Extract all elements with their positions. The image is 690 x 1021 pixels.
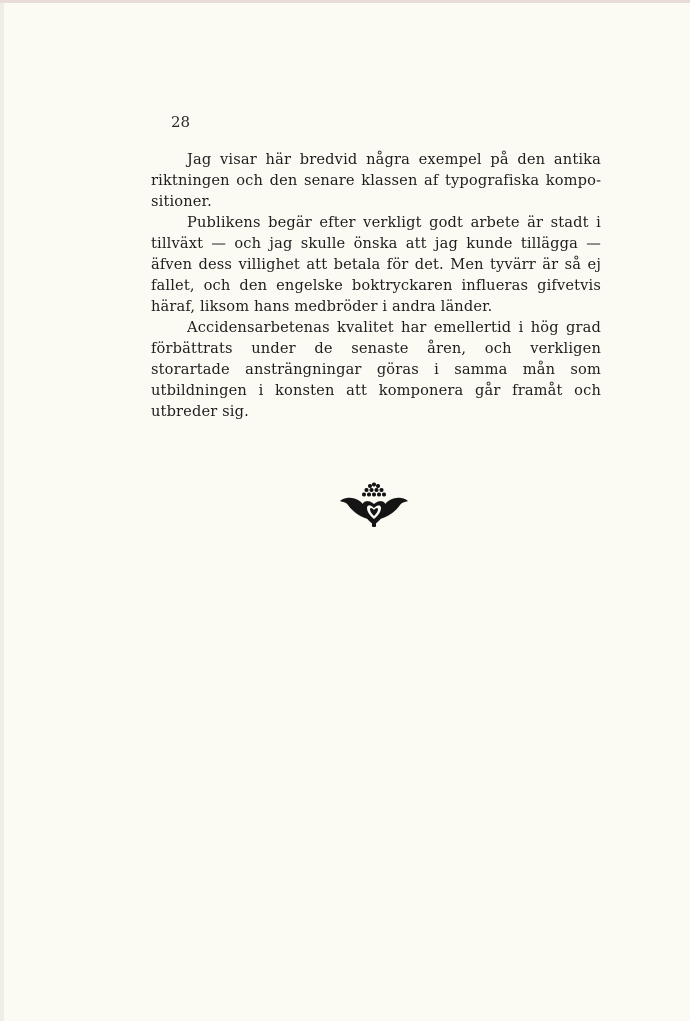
body-text (151, 149, 601, 422)
page-number: 28 (171, 113, 191, 131)
paragraph-1: Jag visar här bredvid några exempel på den antika riktningen och den senare klassen af typografiska kompositioner. (151, 151, 601, 210)
fleuron-ornament-icon (338, 481, 410, 529)
paragraph-3: Accidensarbetenas kvalitet har emellertid i hög grad förbättrats under de senaste åren, och verkligen storartade ansträngningar göras i samma mån som utbildningen i konsten att komponera går framåt och utbreder sig. (151, 319, 601, 420)
paragraph-2: Publikens begär efter verkligt godt arbete är stadt i tillväxt — och jag skulle önska att jag kunde tillägga — äfven dess villighet att betala för det. Men tyvärr är så ej fallet, och den engelske boktryckaren influeras gifvetvis häraf, liksom hans medbröder i andra länder. (151, 214, 601, 315)
